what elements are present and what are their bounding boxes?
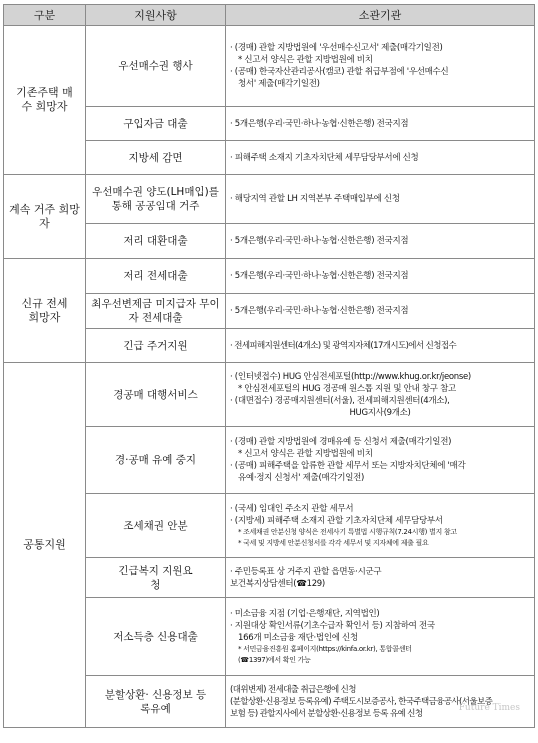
agency-note: * 신고서 양식은 관할 지방법원에 비치 — [238, 449, 373, 459]
agency-line: · 5개은행(우리·국민·하나·농협·신한은행) 전국지점 — [230, 118, 409, 129]
agency-cell — [226, 329, 535, 363]
agency-line: · 피해주택 소재지 기초자치단체 세무담당부서에 신청 — [230, 152, 419, 163]
agency-note: * 국세 및 지방세 안분신청서를 각각 세무서 및 지자체에 제출 필요 — [238, 538, 429, 547]
header-support: 지원사항 — [86, 5, 226, 26]
agency-line: · 미소금융 지점 (기업·은행재단, 지역법인) — [230, 608, 380, 619]
agency-cell — [226, 141, 535, 175]
program-refinance-loan: 저리 대환대출 — [86, 224, 226, 259]
program-auction-agency-service: 경공매 대행서비스 — [86, 363, 226, 427]
program-installment-repayment: 분할상환· 신용정보 등록유예 — [86, 676, 226, 728]
agency-line: 166개 미소금융 재단·법인에 신청 — [238, 632, 358, 643]
agency-line: 유예·정지 신청서' 제출(매각기일전) — [238, 473, 365, 483]
agency-note: * 서민금융진흥원 홈페이지(https://kinfa.or.kr), 통합콜센터 — [238, 644, 412, 653]
watermark-logo: Future Times — [458, 703, 520, 713]
agency-cell — [226, 427, 535, 494]
agency-line: · (국세) 임대인 주소지 관할 세무서 — [230, 503, 354, 514]
program-local-tax-reduction: 지방세 감면 — [86, 141, 226, 175]
agency-line: · 해당지역 관할 LH 지역본부 주택매입부에 신청 — [230, 194, 400, 204]
agency-cell — [226, 676, 535, 728]
agency-note: * 조세채권 안분신청 양식은 전세사기 특별법 시행규칙(7.24시행) 별지 참고 — [238, 527, 457, 536]
agency-line: 보험 등) 관할지사에서 분할상환·신용정보 등록 유예 신청 — [230, 708, 423, 719]
group-existing-buyer: 기존주택 매수 희망자 — [4, 26, 86, 175]
program-emergency-welfare: 긴급복지 지원요청 — [86, 558, 226, 598]
agency-line: · 주민등록표 상 거주지 관할 읍면동·시군구 — [230, 566, 382, 577]
table-row — [4, 175, 535, 224]
group-new-lease: 신규 전세 희망자 — [4, 259, 86, 363]
table-row — [4, 259, 535, 294]
program-lease-loan: 저리 전세대출 — [86, 259, 226, 294]
agency-line: · 5개은행(우리·국민·하나·농협·신한은행) 전국지점 — [230, 236, 409, 246]
agency-cell — [226, 107, 535, 141]
program-lh-public-rental: 우선매수권 양도(LH매입)를 통해 공공임대 거주 — [86, 175, 226, 224]
agency-cell — [226, 224, 535, 259]
agency-line: · 지원대상 확인서류(기초수급자 확인서 등) 지참하여 전국 — [230, 620, 435, 631]
header-category: 구분 — [4, 5, 86, 26]
agency-line: · (대면접수) 경공매지원센터(서울), 전세피해지원센터(4개소), — [230, 395, 450, 406]
header-row — [4, 5, 535, 26]
agency-cell — [226, 598, 535, 676]
agency-line: · (경매) 관할 지방법원에 '우선매수신고서' 제출(매각기일전) — [230, 43, 443, 53]
program-purchase-loan: 구입자금 대출 — [86, 107, 226, 141]
agency-cell — [226, 558, 535, 598]
table-row — [4, 363, 535, 427]
agency-line: · (인터넷접수) HUG 안심전세포털(http://www.khug.or.kr/jeonse) — [230, 371, 471, 382]
program-emergency-housing: 긴급 주거지원 — [86, 329, 226, 363]
program-tax-claim-apportionment: 조세채권 안분 — [86, 494, 226, 558]
agency-line: · (공매) 피해주택을 압류한 관할 세무서 또는 지방자치단체에 '매각 — [230, 461, 466, 471]
agency-line: · (공매) 한국자산관리공사(캠코) 관할 취급부점에 '우선매수신 — [230, 67, 449, 77]
agency-line: 청서' 제출(매각기일전) — [238, 79, 320, 89]
agency-line: · 5개은행(우리·국민·하나·농협·신한은행) 전국지점 — [230, 306, 409, 316]
program-priority-purchase: 우선매수권 행사 — [86, 26, 226, 107]
agency-note: * 신고서 양식은 관할 지방법원에 비치 — [238, 55, 373, 65]
agency-cell — [226, 26, 535, 107]
agency-line: · 전세피해지원센터(4개소) 및 광역지자체(17개시도)에서 신청접수 — [230, 340, 457, 351]
agency-note: (☎1397)에서 확인 가능 — [238, 655, 311, 664]
agency-line: · (지방세) 피해주택 소재지 관할 기초자치단체 세무담당부서 — [230, 515, 443, 526]
agency-cell — [226, 259, 535, 294]
program-interest-free-loan: 최우선변제금 미지급자 무이자 전세대출 — [86, 294, 226, 329]
agency-cell — [226, 363, 535, 427]
header-agency: 소관기관 — [226, 5, 535, 26]
agency-note: * 안심전세포털의 HUG 경공매 원스톱 지원 및 안내 창구 참고 — [238, 383, 456, 394]
agency-line: 보건복지상담센터(☎129) — [230, 578, 325, 589]
agency-line: (분할상환·신용정보 등록유예) 주택도시보증공사, 한국주택금융공사(서울보증 — [230, 696, 493, 707]
program-low-income-credit-loan: 저소득층 신용대출 — [86, 598, 226, 676]
agency-cell — [226, 294, 535, 329]
group-continue-residence: 계속 거주 희망자 — [4, 175, 86, 259]
support-table — [3, 4, 535, 728]
agency-line: · 5개은행(우리·국민·하나·농협·신한은행) 전국지점 — [230, 271, 409, 281]
table-row — [4, 26, 535, 107]
agency-line: (대위변제) 전세대출 취급은행에 신청 — [230, 684, 356, 695]
group-common-support: 공통지원 — [4, 363, 86, 728]
agency-cell — [226, 175, 535, 224]
agency-cell — [226, 494, 535, 558]
program-auction-suspension: 경·공매 유예 중지 — [86, 427, 226, 494]
agency-line: · (경매) 관할 지방법원에 경매유예 등 신청서 제출(매각기일전) — [230, 437, 452, 447]
agency-line: HUG지사(9개소) — [349, 407, 411, 418]
